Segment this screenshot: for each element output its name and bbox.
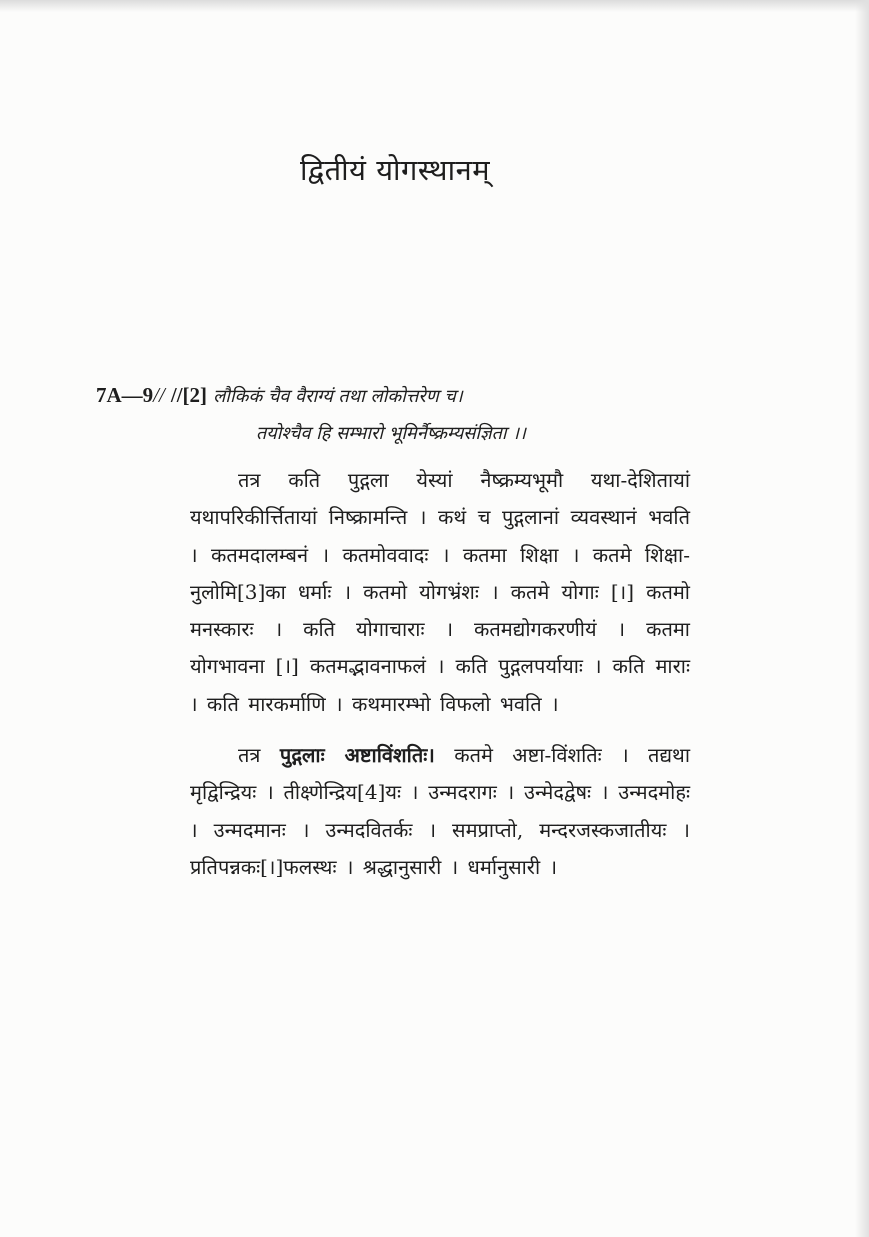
verse-line-2: [96, 415, 696, 452]
paragraph-2-lead: तत्र: [238, 743, 261, 768]
chapter-title: द्वितीयं योगस्थानम्: [299, 153, 491, 187]
verse-marker: //[2]: [170, 383, 208, 407]
paragraph-2-bold: पुद्गलाः अष्टाविंशतिः।: [279, 743, 435, 768]
scan-right-shadow: [855, 0, 869, 1237]
paragraph-1: तत्र कति पुद्गला येस्यां नैष्क्रम्यभूमौ यथा-देशितायां यथापरिकीर्त्तितायां निष्क्रामन्ति । कथं च पुद्गलानां व्यवस्थानं भवति । कतमदालम्बनं । कतमोववादः । कतमा शिक्षा । कतमे शिक्षा-नुलोमि[3]का धर्माः । कतमो योगभ्रंशः । कतमे योगाः [।] कतमो मनस्कारः । कति योगाचाराः । कतमद्योगकरणीयं । कतमा योगभावना [।] कतमद्भावनाफलं । कति पुद्गलपर्यायाः । कति माराः । कति मारकर्माणि । कथमारम्भो विफलो भवति ।: [190, 468, 690, 716]
folio-number: 7A—9//: [96, 383, 165, 407]
prose-body: [190, 462, 690, 886]
paragraph-2: [190, 737, 690, 886]
scan-top-shadow: [0, 0, 869, 12]
verse-text-1: लौकिकं चैव वैराग्यं तथा लोकोत्तरेण च।: [213, 386, 463, 407]
verse-line-1: [96, 377, 696, 415]
verse-text-2: तयोश्चैव हि सम्भारो भूमिर्नैष्क्रम्यसंज्ञिता ।।: [256, 423, 526, 444]
paragraph-2-rest: कतमे अष्टा-विंशतिः । तद्यथा मृद्विन्द्रियः । तीक्ष्णेन्द्रिय[4]यः । उन्मदरागः । उन्मेदद्वेषः । उन्मदमोहः । उन्मदमानः । उन्मदवितर्कः । समप्राप्तो, मन्दरजस्कजातीयः । प्रतिपन्नकः[।]फलस्थः । श्रद्धानुसारी । धर्मानुसारी ।: [190, 743, 690, 879]
verse-block: [96, 377, 696, 452]
